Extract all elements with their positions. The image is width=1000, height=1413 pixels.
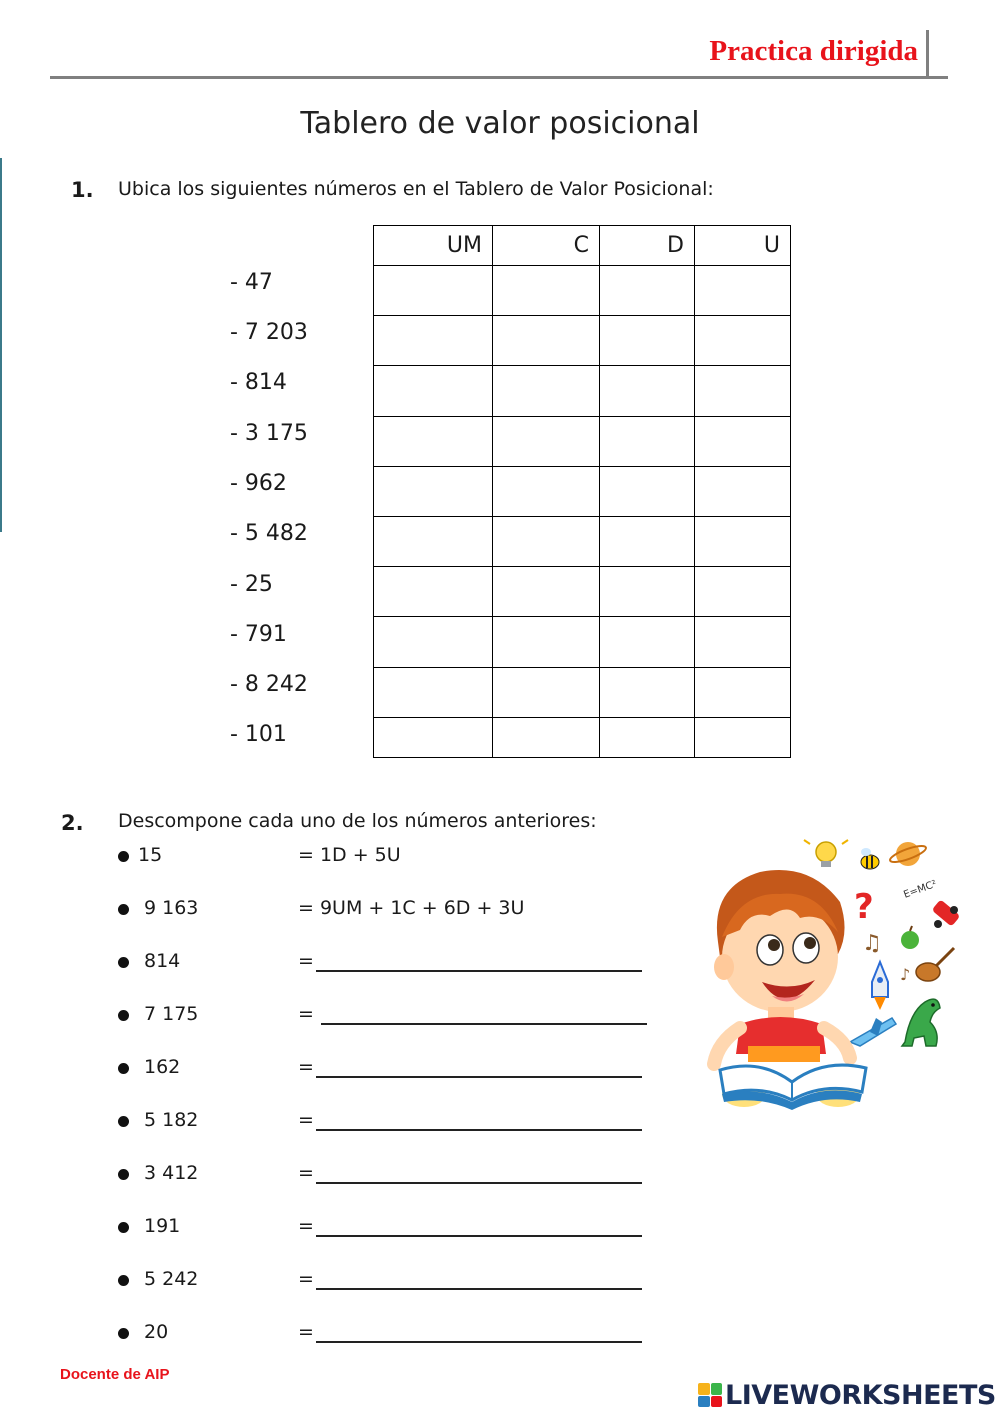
- item-answer: = 1D + 5U: [298, 844, 401, 866]
- answer-cell[interactable]: [600, 466, 695, 516]
- column-header-c: C: [493, 226, 600, 266]
- answer-cell[interactable]: [695, 567, 791, 617]
- lightbulb-icon: [804, 840, 848, 867]
- answer-cell[interactable]: [695, 717, 791, 757]
- rocket-icon: [872, 962, 888, 1010]
- answer-blank[interactable]: [316, 1129, 642, 1131]
- item-number: 9 163: [144, 897, 199, 919]
- toy-car-icon: [932, 899, 961, 928]
- item-answer: = 9UM + 1C + 6D + 3U: [298, 897, 525, 919]
- header-rule: [50, 76, 948, 79]
- item-equals: =: [298, 1321, 314, 1343]
- number-label: - 25: [230, 572, 273, 597]
- answer-cell[interactable]: [600, 717, 695, 757]
- apple-icon: [901, 926, 919, 949]
- bullet-icon: [118, 957, 129, 968]
- item-equals: =: [298, 950, 314, 972]
- table-row: [374, 366, 791, 416]
- table-row: [374, 316, 791, 366]
- question-1-text: Ubica los siguientes números en el Tablero de Valor Posicional:: [118, 178, 714, 200]
- liveworksheets-icon: [698, 1383, 722, 1407]
- item-number: 5 182: [144, 1109, 199, 1131]
- guitar-icon: [900, 948, 954, 984]
- item-number: 5 242: [144, 1268, 199, 1290]
- answer-blank[interactable]: [316, 1182, 642, 1184]
- answer-blank[interactable]: [316, 1341, 642, 1343]
- answer-cell[interactable]: [695, 667, 791, 717]
- answer-cell[interactable]: [493, 516, 600, 566]
- answer-cell[interactable]: [374, 466, 493, 516]
- answer-cell[interactable]: [493, 266, 600, 316]
- answer-cell[interactable]: [374, 316, 493, 366]
- answer-blank[interactable]: [316, 970, 642, 972]
- item-number: 814: [144, 950, 181, 972]
- answer-cell[interactable]: [695, 416, 791, 466]
- table-row: [374, 617, 791, 667]
- item-number: 191: [144, 1215, 181, 1237]
- item-equals: =: [298, 1162, 314, 1184]
- table-row: [374, 717, 791, 757]
- item-number: 20: [144, 1321, 169, 1343]
- footer-teacher: Docente de AIP: [60, 1366, 170, 1383]
- airplane-icon: [850, 1018, 896, 1046]
- music-note-icon: [862, 931, 882, 956]
- answer-cell[interactable]: [695, 617, 791, 667]
- table-header-row: [374, 226, 791, 266]
- item-number: 7 175: [144, 1003, 199, 1025]
- table-row: [374, 516, 791, 566]
- column-header-u: U: [695, 226, 791, 266]
- answer-cell[interactable]: [374, 416, 493, 466]
- number-label: - 814: [230, 370, 287, 395]
- answer-cell[interactable]: [374, 366, 493, 416]
- answer-cell[interactable]: [695, 466, 791, 516]
- header-title: Practica dirigida: [709, 35, 918, 67]
- answer-cell[interactable]: [374, 516, 493, 566]
- number-label: - 962: [230, 471, 287, 496]
- svg-text:♫: ♫: [862, 931, 882, 956]
- column-header-um: UM: [374, 226, 493, 266]
- answer-cell[interactable]: [600, 316, 695, 366]
- item-number: 162: [144, 1056, 181, 1078]
- table-row: [374, 416, 791, 466]
- answer-cell[interactable]: [493, 717, 600, 757]
- answer-cell[interactable]: [493, 466, 600, 516]
- number-label: - 47: [230, 270, 273, 295]
- answer-cell[interactable]: [374, 567, 493, 617]
- item-equals: =: [298, 1109, 314, 1131]
- answer-cell[interactable]: [374, 717, 493, 757]
- item-equals: =: [298, 1215, 314, 1237]
- answer-blank[interactable]: [316, 1235, 642, 1237]
- place-value-table: [373, 225, 791, 758]
- header-divider: [926, 30, 929, 78]
- number-label: - 791: [230, 622, 287, 647]
- number-label: - 101: [230, 722, 287, 747]
- answer-cell[interactable]: [600, 516, 695, 566]
- table-row: [374, 466, 791, 516]
- question-1-number: 1.: [71, 178, 94, 202]
- bullet-icon: [118, 1222, 129, 1233]
- answer-cell[interactable]: [600, 366, 695, 416]
- item-equals: =: [298, 1056, 314, 1078]
- svg-text:?: ?: [854, 887, 874, 927]
- answer-cell[interactable]: [493, 366, 600, 416]
- number-label: - 8 242: [230, 672, 308, 697]
- answer-cell[interactable]: [695, 316, 791, 366]
- answer-blank[interactable]: [316, 1288, 642, 1290]
- item-number: 15: [138, 844, 163, 866]
- number-label: - 7 203: [230, 320, 308, 345]
- number-label: - 5 482: [230, 521, 308, 546]
- answer-cell[interactable]: [374, 667, 493, 717]
- table-row: [374, 266, 791, 316]
- number-label: - 3 175: [230, 421, 308, 446]
- item-number: 3 412: [144, 1162, 199, 1184]
- answer-cell[interactable]: [600, 266, 695, 316]
- item-equals: =: [298, 1003, 314, 1025]
- answer-cell[interactable]: [695, 516, 791, 566]
- table-row: [374, 567, 791, 617]
- answer-cell[interactable]: [600, 617, 695, 667]
- svg-text:♪: ♪: [900, 965, 911, 984]
- bullet-icon: [118, 1169, 129, 1180]
- answer-cell[interactable]: [374, 266, 493, 316]
- formula-text: E=MC²: [902, 878, 939, 901]
- answer-cell[interactable]: [493, 567, 600, 617]
- bullet-icon: [118, 904, 129, 915]
- bullet-icon: [118, 851, 129, 862]
- page-title: Tablero de valor posicional: [300, 106, 700, 141]
- answer-cell[interactable]: [695, 266, 791, 316]
- bullet-icon: [118, 1063, 129, 1074]
- bullet-icon: [118, 1328, 129, 1339]
- brand-logo: [698, 1378, 996, 1412]
- bullet-icon: [118, 1116, 129, 1127]
- bee-icon: [861, 848, 879, 869]
- question-2-number: 2.: [61, 811, 84, 835]
- question-mark-icon: [854, 887, 874, 927]
- boy-reading-illustration: [700, 832, 970, 1117]
- answer-cell[interactable]: [493, 667, 600, 717]
- answer-cell[interactable]: [493, 617, 600, 667]
- answer-cell[interactable]: [493, 316, 600, 366]
- answer-cell[interactable]: [493, 416, 600, 466]
- planet-icon: [888, 842, 927, 866]
- bullet-icon: [118, 1010, 129, 1021]
- answer-blank[interactable]: [316, 1076, 642, 1078]
- item-equals: =: [298, 1268, 314, 1290]
- question-2-text: Descompone cada uno de los números anteriores:: [118, 810, 597, 832]
- column-header-d: D: [600, 226, 695, 266]
- answer-cell[interactable]: [374, 617, 493, 667]
- answer-cell[interactable]: [600, 416, 695, 466]
- table-row: [374, 667, 791, 717]
- answer-blank[interactable]: [321, 1023, 647, 1025]
- bullet-icon: [118, 1275, 129, 1286]
- brand-name: LIVEWORKSHEETS: [725, 1379, 996, 1411]
- answer-cell[interactable]: [695, 366, 791, 416]
- answer-cell[interactable]: [600, 667, 695, 717]
- left-edge-rule: [0, 158, 2, 532]
- answer-cell[interactable]: [600, 567, 695, 617]
- dinosaur-icon: [902, 999, 940, 1046]
